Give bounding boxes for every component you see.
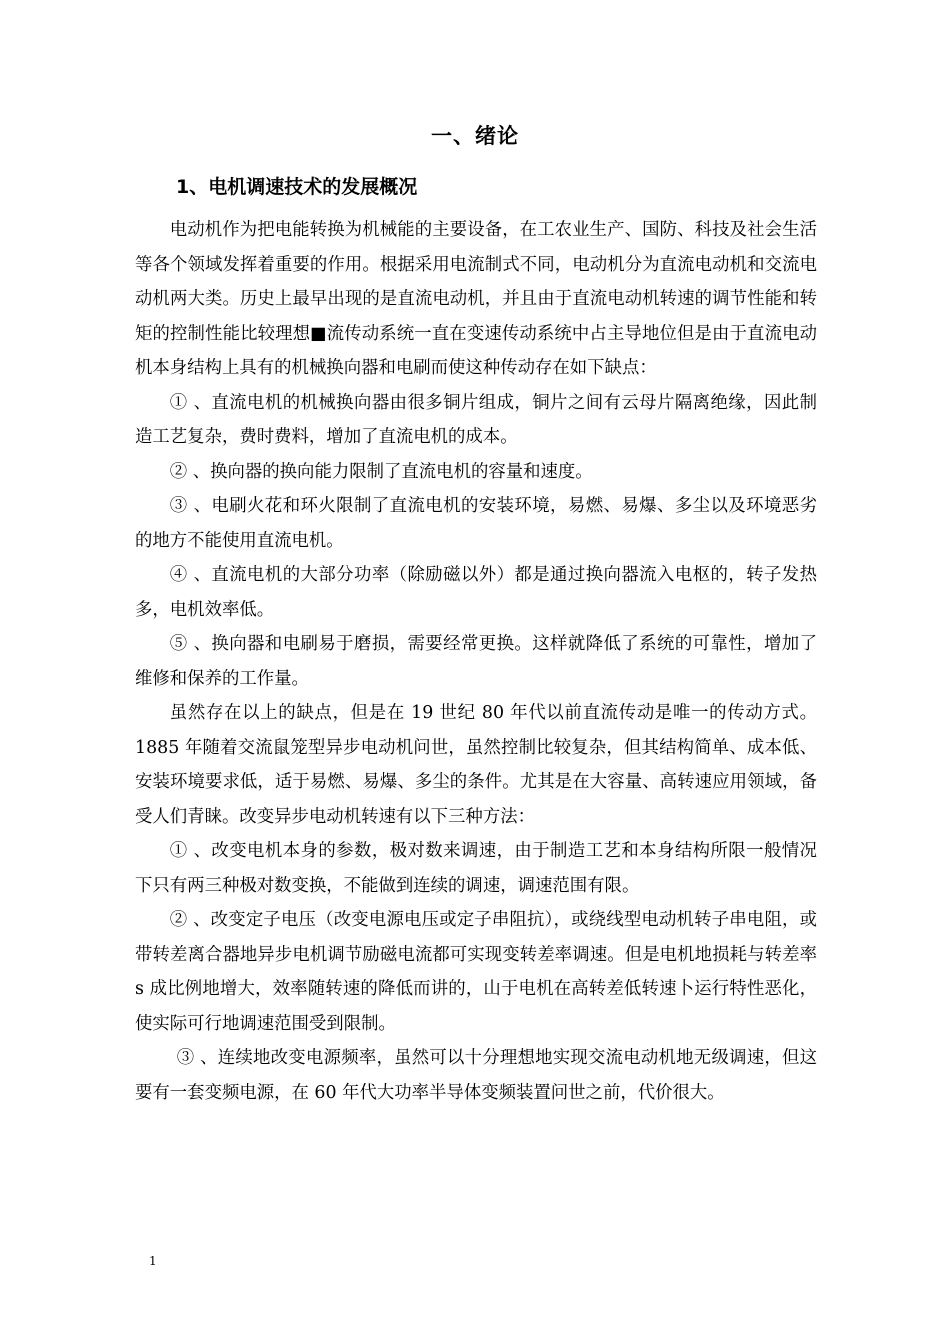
list-item-dc-2: ② 、换向器的换向能力限制了直流电机的容量和速度。 bbox=[169, 461, 593, 482]
section-title: 1、电机调速技术的发展概况 bbox=[176, 176, 418, 198]
body-text bbox=[135, 213, 817, 1110]
list-item-dc-1: ① 、直流电机的机械换向器由很多铜片组成，铜片之间有云母片隔离绝缘，因此制造工艺复杂，费时费料，增加了直流电机的成本。 bbox=[135, 392, 817, 447]
list-item-speed-2: ② 、改变定子电压（改变电源电压或定子串阻抗），或绕线型电动机转子串电阻，或带转差离合器地异步电机调节励磁电流都可实现变转差率调速。但是电机地损耗与转差率 s 成比例地增大，效率随转速的降低而讲的，山于电机在高转差低转速卜运行特性恶化，使实际可行地调速范围受到限制。 bbox=[135, 910, 817, 1034]
list-item-dc-4: ④ 、直流电机的大部分功率（除励磁以外）都是通过换向器流入电枢的，转子发热多，电机效率低。 bbox=[135, 565, 817, 620]
paragraph-intro: 电动机作为把电能转换为机械能的主要设备，在工农业生产、国防、科技及社会生活等各个领域发挥着重要的作用。根据采用电流制式不同，电动机分为直流电动机和交流电动机两大类。历史上最早出现的是直流电动机，并且由于直流电动机转速的调节性能和转矩的控制性能比较理想■流传动系统一直在变速传动系统中占主导地位但是由于直流电动机本身结构上具有的机械换向器和电刷而使这种传动存在如下缺点： bbox=[135, 220, 817, 378]
paragraph-ac-motor: 虽然存在以上的缺点，但是在 19 世纪 80 年代以前直流传动是唯一的传动方式。1885 年随着交流鼠笼型异步电动机问世，虽然控制比较复杂，但其结构简单、成本低、安装环境要求低，适于易燃、易爆、多尘的条件。尤其是在大容量、高转速应用领域，备受人们青睐。改变异步电动机转速有以下三种方法： bbox=[135, 703, 817, 827]
page-number: 1 bbox=[149, 1254, 157, 1268]
chapter-title: 一、绪论 bbox=[431, 124, 519, 148]
list-item-speed-1: ① 、改变电机本身的参数，极对数来调速，由于制造工艺和本身结构所限一般情况下只有两三种极对数变换，不能做到连续的调速，调速范围有限。 bbox=[135, 841, 817, 896]
list-item-dc-5: ⑤ 、换向器和电刷易于磨损，需要经常更换。这样就降低了系统的可靠性，增加了维修和保养的工作量。 bbox=[135, 634, 817, 689]
list-item-speed-3: ③ 、连续地改变电源频率，虽然可以十分理想地实现交流电动机地无级调速，但这要有一套变频电源，在 60 年代大功率半导体变频装置问世之前，代价很大。 bbox=[135, 1048, 817, 1103]
list-item-dc-3: ③ 、电刷火花和环火限制了直流电机的安装环境，易燃、易爆、多尘以及环境恶劣的地方不能使用直流电机。 bbox=[135, 496, 817, 551]
